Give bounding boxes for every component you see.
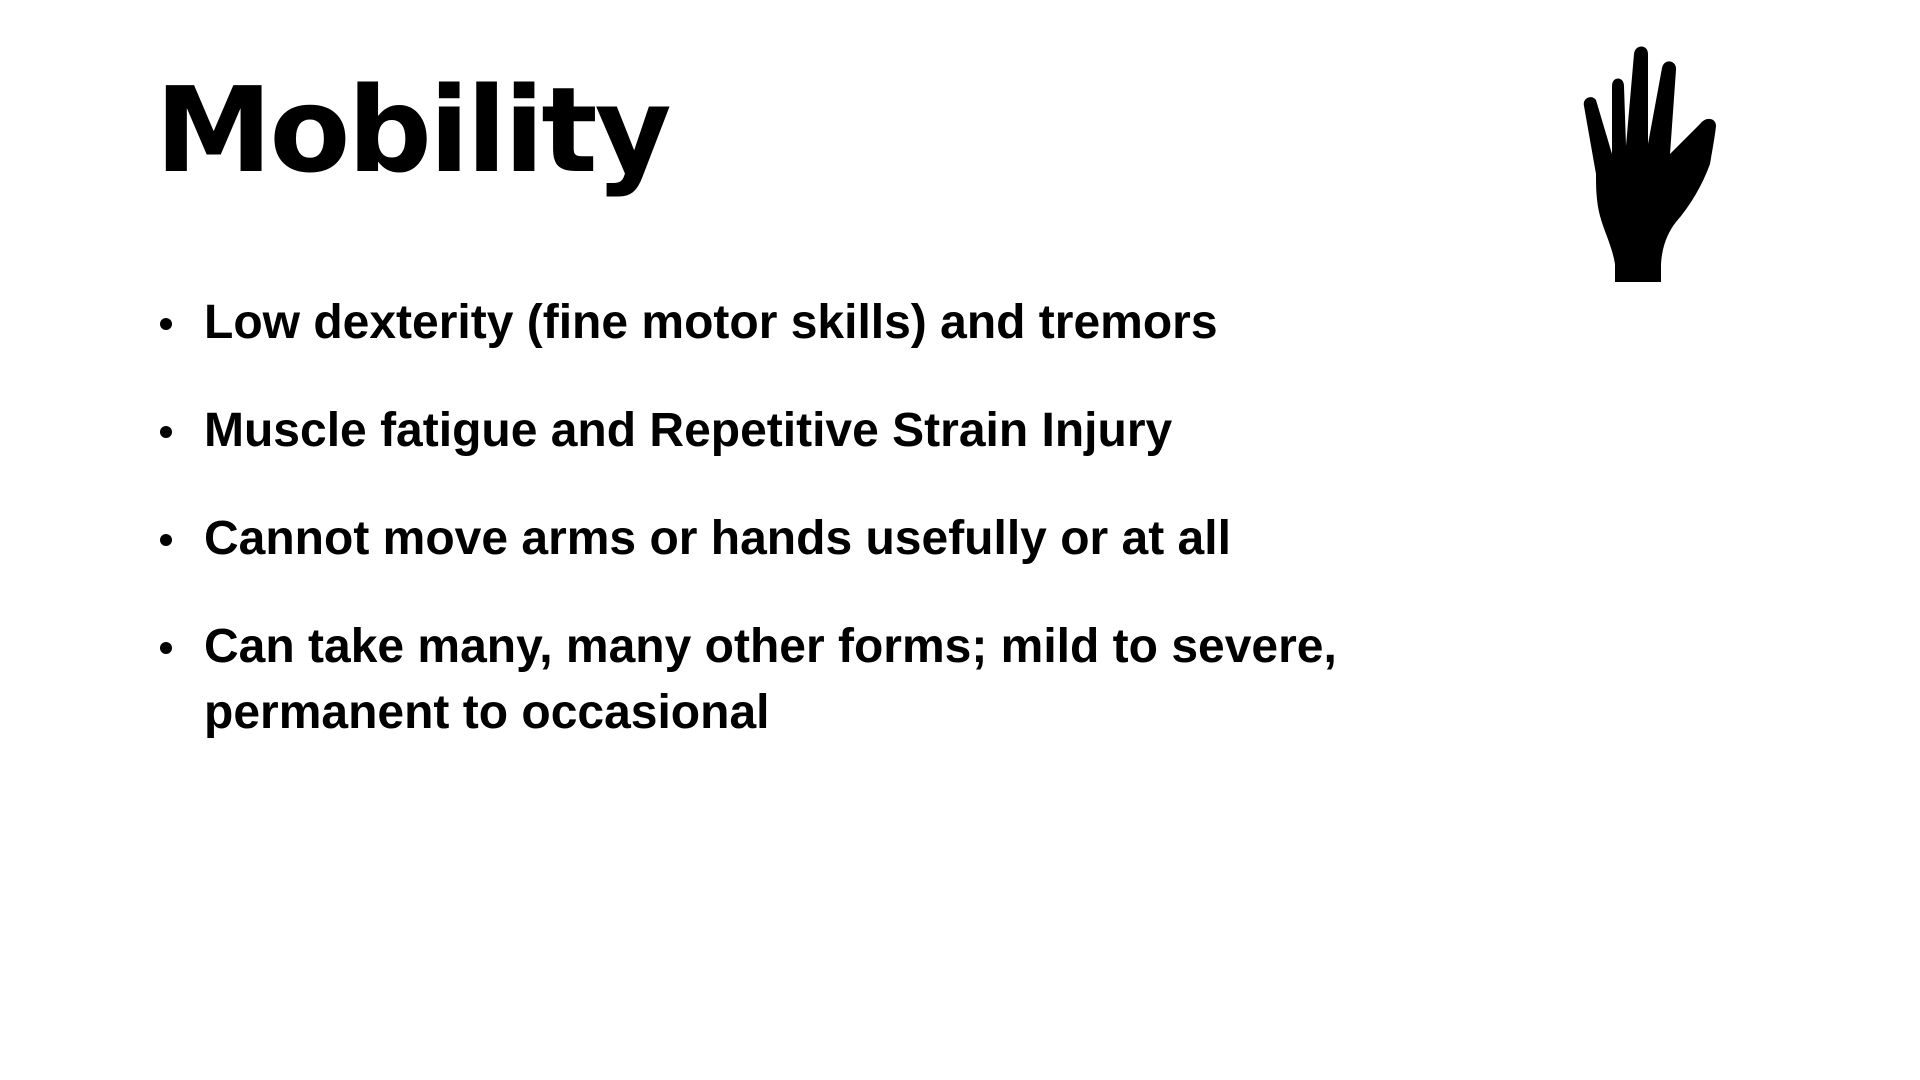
bullet-dot [160, 534, 172, 546]
bullet-text: Cannot move arms or hands usefully or at all [204, 512, 1231, 565]
bullet-item [150, 398, 1510, 464]
bullet-item [150, 614, 1510, 746]
slide-title: Mobility [155, 61, 669, 199]
bullet-list [150, 290, 1510, 788]
bullet-item [150, 506, 1510, 572]
bullet-dot [160, 318, 172, 330]
bullet-text: Low dexterity (fine motor skills) and tremors [204, 296, 1218, 349]
bullet-item [150, 290, 1510, 356]
bullet-dot [160, 642, 172, 654]
bullet-text: Muscle fatigue and Repetitive Strain Injury [204, 404, 1173, 457]
bullet-dot [160, 426, 172, 438]
hand-icon [1562, 46, 1742, 282]
bullet-text: Can take many, many other forms; mild to severe, permanent to occasional [204, 620, 1337, 739]
